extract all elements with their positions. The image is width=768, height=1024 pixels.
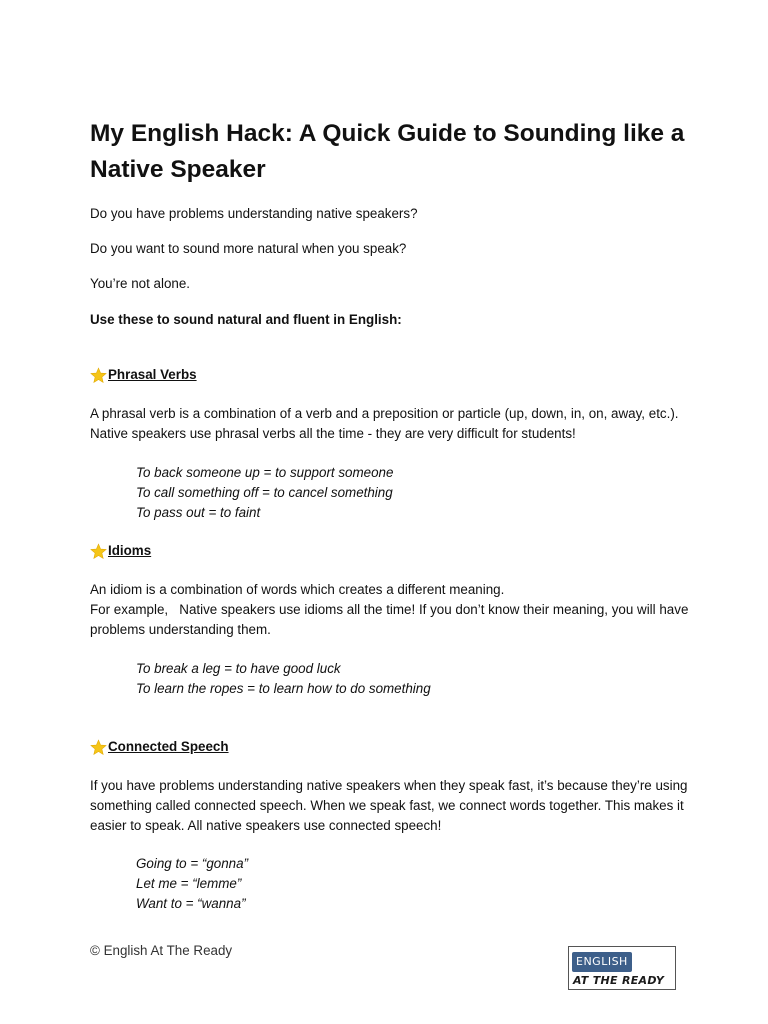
section-body-idioms-line-1: An idiom is a combination of words which creates a different meaning. [90, 582, 505, 597]
example-item: Going to = “gonna” [136, 856, 249, 871]
section-body-idioms-line-2: For example, Native speakers use idioms all the time! If you don’t know their meaning, you will have problems understanding them. [90, 602, 693, 637]
section-heading-label: Idioms [108, 543, 152, 558]
intro-question-1: Do you have problems understanding native speakers? [90, 206, 418, 221]
section-heading-connected-speech [90, 737, 229, 757]
star-icon [90, 367, 107, 384]
page-title: My English Hack: A Quick Guide to Sounding like a Native Speaker [90, 120, 685, 183]
section-heading-idioms [90, 541, 151, 561]
logo-text-bottom: AT THE READY [573, 974, 665, 987]
examples-phrasal-verbs [136, 463, 393, 523]
example-item: To back someone up = to support someone [136, 465, 394, 480]
example-item: Want to = “wanna” [136, 896, 246, 911]
section-heading-label: Phrasal Verbs [108, 367, 197, 382]
example-item: Let me = “lemme” [136, 876, 242, 891]
brand-logo [568, 946, 676, 990]
logo-text-top: ENGLISH [572, 952, 632, 972]
star-icon [90, 543, 107, 560]
examples-idioms [136, 659, 431, 699]
section-heading-label: Connected Speech [108, 739, 229, 754]
section-body-connected-speech: If you have problems understanding native speakers when they speak fast, it’s because they’re using something called connected speech. When we speak fast, we connect words together. This makes it easier to speak. All native speakers use connected speech! [90, 778, 688, 833]
lead-text: Use these to sound natural and fluent in English: [90, 312, 402, 327]
footer-copyright: © English At The Ready [90, 943, 233, 958]
example-item: To learn the ropes = to learn how to do something [136, 681, 431, 696]
intro-question-2: Do you want to sound more natural when you speak? [90, 241, 407, 256]
example-item: To pass out = to faint [136, 505, 261, 520]
example-item: To call something off = to cancel something [136, 485, 393, 500]
intro-statement: You’re not alone. [90, 276, 191, 291]
example-item: To break a leg = to have good luck [136, 661, 341, 676]
section-heading-phrasal-verbs [90, 365, 197, 385]
section-body-phrasal-verbs: A phrasal verb is a combination of a verb and a preposition or particle (up, down, in, on, away, etc.). Native speakers use phrasal verbs all the time - they are very difficult for students! [90, 406, 679, 441]
star-icon [90, 739, 107, 756]
examples-connected-speech [136, 854, 248, 914]
